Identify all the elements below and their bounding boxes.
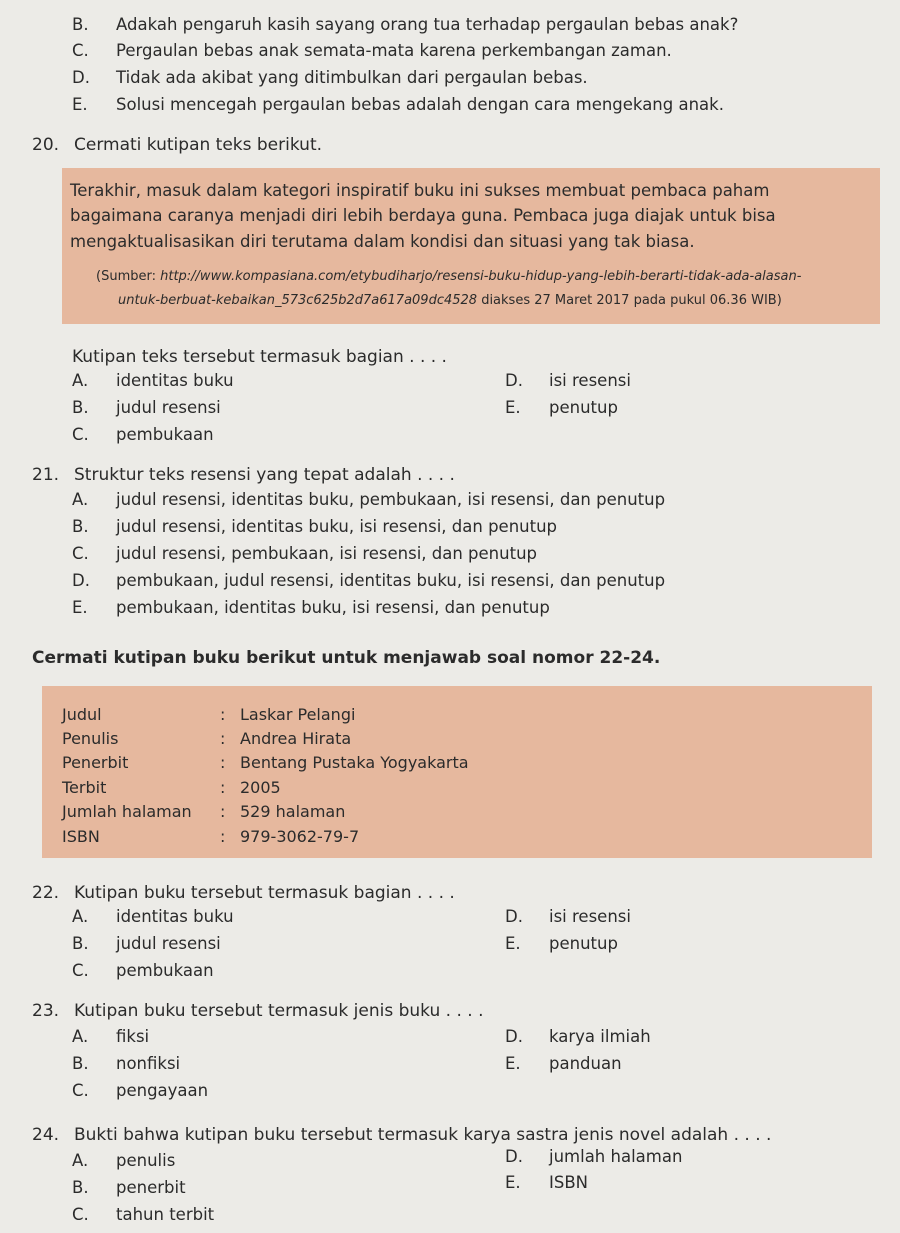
- q22-option-d: D. isi resensi: [505, 907, 631, 926]
- q20-question: Kutipan teks tersebut termasuk bagian . . . .: [72, 347, 447, 367]
- q21-stem: 21. Struktur teks resensi yang tepat adalah . . . .: [32, 465, 455, 485]
- prev-option-d: D. Tidak ada akibat yang ditimbulkan dari pergaulan bebas.: [72, 68, 588, 87]
- q23-option-b: B. nonfiksi: [72, 1054, 181, 1073]
- q20-source-line-2: untuk-berbuat-kebaikan_573c625b2d7a617a09dc4528 diakses 27 Maret 2017 pada pukul 06.36 WIB): [118, 293, 782, 308]
- q20-option-c: C. pembukaan: [72, 425, 214, 444]
- prev-option-e: E. Solusi mencegah pergaulan bebas adalah dengan cara mengekang anak.: [72, 95, 724, 114]
- q20-quote-line-2: bagaimana caranya menjadi diri lebih berdaya guna. Pembaca juga diajak untuk bisa: [70, 206, 776, 225]
- section-heading: Cermati kutipan buku berikut untuk menjawab soal nomor 22-24.: [32, 648, 661, 668]
- textbook-page: B. Adakah pengaruh kasih sayang orang tua terhadap pergaulan bebas anak? C. Pergaulan bebas anak semata-mata karena perkembangan zaman. D. Tidak ada akibat yang ditimbulkan dari pergaulan bebas. E. Solusi mencegah pergaulan bebas adalah dengan cara mengekang anak. 20. Cermati kutipan teks berikut. Terakhir, masuk dalam kategori inspiratif buku ini sukses membuat pembaca paham bagaimana caranya menjadi diri lebih berdaya guna. Pembaca juga diajak untuk bisa mengaktualisasikan diri terutama dalam kondisi dan situasi yang tak biasa. (Sumber: http://www.kompasiana.com/etybudiharjo/resensi-buku-hidup-yang-lebih-berarti-tidak-ada-alasan- untuk-berbuat-kebaikan_573c625b2d7a617a09dc4528 diakses 27 Maret 2017 pada pukul 06.36 WIB) Kutipan teks tersebut termasuk bagian . . . . A. identitas buku B. judul resensi C. pembukaan D. isi resensi E. penutup 21. Struktur teks resensi yang tepat adalah . . . . A. judul resensi, identitas buku, pembukaan, isi resensi, dan penutup B. judul resensi, identitas buku, isi resensi, dan penutup C. judul resensi, pembukaan, isi resensi, dan penutup D. pembukaan, judul resensi, identitas buku, isi resensi, dan penutup E. pembukaan, identitas buku, isi resensi, dan penutup Cermati kutipan buku berikut untuk menjawab soal nomor 22-24. Judul : Laskar Pelangi Penulis : Andrea Hirata Penerbit : Bentang Pustaka Yogyakarta Terbit : 2005 Jumlah halaman : 529 halaman ISBN : 979-3062-79-7 22. Kutipan buku tersebut termasuk bagian . . . . A. identitas buku B. judul resensi C. pembukaan D. isi resensi E. penutup 23. Kutipan buku tersebut termasuk jenis buku . . . . A. fiksi B. nonfiksi C. pengayaan D. karya ilmiah E. panduan 24. Bukti bahwa kutipan buku tersebut termasuk karya sastra jenis novel adalah . . . . A. penulis B. penerbit C. tahun terbit D. jumlah halaman E. ISBN: [0, 0, 900, 1233]
- q22-option-c: C. pembukaan: [72, 961, 214, 980]
- q20-option-b: B. judul resensi: [72, 398, 221, 417]
- q21-option-a: A. judul resensi, identitas buku, pembukaan, isi resensi, dan penutup: [72, 490, 666, 509]
- q21-option-b: B. judul resensi, identitas buku, isi resensi, dan penutup: [72, 517, 558, 536]
- q24-option-b: B. penerbit: [72, 1178, 186, 1197]
- q20-option-d: D. isi resensi: [505, 371, 631, 390]
- q24-stem: 24. Bukti bahwa kutipan buku tersebut termasuk karya sastra jenis novel adalah . . . .: [32, 1125, 772, 1145]
- q20-option-e: E. penutup: [505, 398, 618, 417]
- q23-option-a: A. fiksi: [72, 1027, 150, 1046]
- q24-option-a: A. penulis: [72, 1151, 176, 1170]
- q20-option-a: A. identitas buku: [72, 371, 234, 390]
- q24-option-c: C. tahun terbit: [72, 1205, 215, 1224]
- q22-option-b: B. judul resensi: [72, 934, 221, 953]
- q20-quote-line-3: mengaktualisasikan diri terutama dalam kondisi dan situasi yang tak biasa.: [70, 232, 695, 251]
- q23-option-e: E. panduan: [505, 1054, 622, 1073]
- q20-quote-line-1: Terakhir, masuk dalam kategori inspiratif buku ini sukses membuat pembaca paham: [70, 181, 770, 200]
- q20-stem: 20. Cermati kutipan teks berikut.: [32, 135, 323, 155]
- q23-option-c: C. pengayaan: [72, 1081, 209, 1100]
- q21-option-d: D. pembukaan, judul resensi, identitas buku, isi resensi, dan penutup: [72, 571, 666, 590]
- q23-option-d: D. karya ilmiah: [505, 1027, 651, 1046]
- q22-option-e: E. penutup: [505, 934, 618, 953]
- q21-option-e: E. pembukaan, identitas buku, isi resensi, dan penutup: [72, 598, 550, 617]
- q20-source-line-1: (Sumber: http://www.kompasiana.com/etybudiharjo/resensi-buku-hidup-yang-lebih-berarti-tidak-ada-alasan-: [96, 269, 802, 284]
- q22-option-a: A. identitas buku: [72, 907, 234, 926]
- q24-option-e: E. ISBN: [505, 1173, 589, 1192]
- q24-option-d: D. jumlah halaman: [505, 1147, 683, 1166]
- prev-option-c: C. Pergaulan bebas anak semata-mata karena perkembangan zaman.: [72, 41, 672, 60]
- prev-option-b: B. Adakah pengaruh kasih sayang orang tua terhadap pergaulan bebas anak?: [72, 15, 739, 34]
- q23-stem: 23. Kutipan buku tersebut termasuk jenis buku . . . .: [32, 1001, 484, 1021]
- q22-stem: 22. Kutipan buku tersebut termasuk bagian . . . .: [32, 883, 455, 903]
- q21-option-c: C. judul resensi, pembukaan, isi resensi, dan penutup: [72, 544, 537, 563]
